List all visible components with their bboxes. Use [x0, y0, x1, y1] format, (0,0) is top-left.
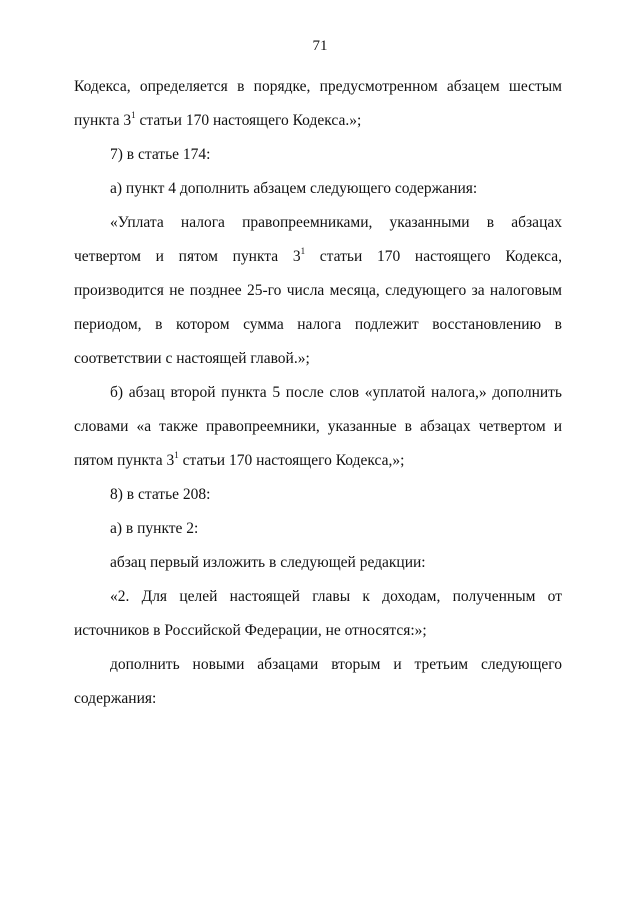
paragraph-text: «2. Для целей настоящей главы к доходам, полученным от источников в Российской Федерации, не относятся:»; [74, 588, 562, 639]
paragraph [74, 512, 562, 546]
page-number: 71 [312, 38, 328, 54]
paragraph-text: статьи 170 настоящего Кодекса, производится не позднее 25-го числа месяца, следующего за налоговым периодом, в котором сумма налога подлежит восстановлению в соответствии с настоящей главой.»; [74, 248, 562, 367]
paragraph [74, 580, 562, 648]
paragraph [74, 478, 562, 512]
paragraph-text: «Уплата налога правопреемниками, указанными в абзацах четвертом и пятом пункта 3 [74, 214, 562, 265]
paragraph [74, 546, 562, 580]
paragraph [74, 138, 562, 172]
paragraph [74, 376, 562, 478]
paragraph-text: статьи 170 настоящего Кодекса.»; [135, 112, 362, 129]
paragraph [74, 648, 562, 716]
paragraph-text: статьи 170 настоящего Кодекса,»; [178, 452, 405, 469]
paragraph-text: дополнить новыми абзацами вторым и третьим следующего содержания: [74, 656, 562, 707]
paragraph-text: Кодекса, определяется в порядке, предусмотренном абзацем шестым пункта 3 [74, 78, 562, 129]
superscript: 1 [300, 246, 306, 256]
paragraph-text: б) абзац второй пункта 5 после слов «уплатой налога,» дополнить словами «а также правопреемники, указанные в абзацах четвертом и пятом пункта 3 [74, 384, 562, 469]
superscript: 1 [131, 110, 136, 120]
paragraph [74, 206, 562, 376]
paragraph [74, 70, 562, 138]
superscript: 1 [174, 450, 179, 460]
paragraph-text: 8) в статье 208: [110, 486, 211, 503]
paragraph-text: 7) в статье 174: [110, 146, 211, 163]
document-body [74, 70, 562, 716]
paragraph-text: а) в пункте 2: [110, 520, 199, 537]
paragraph-text: а) пункт 4 дополнить абзацем следующего содержания: [110, 180, 478, 197]
paragraph-text: абзац первый изложить в следующей редакции: [110, 554, 426, 571]
paragraph [74, 172, 562, 206]
